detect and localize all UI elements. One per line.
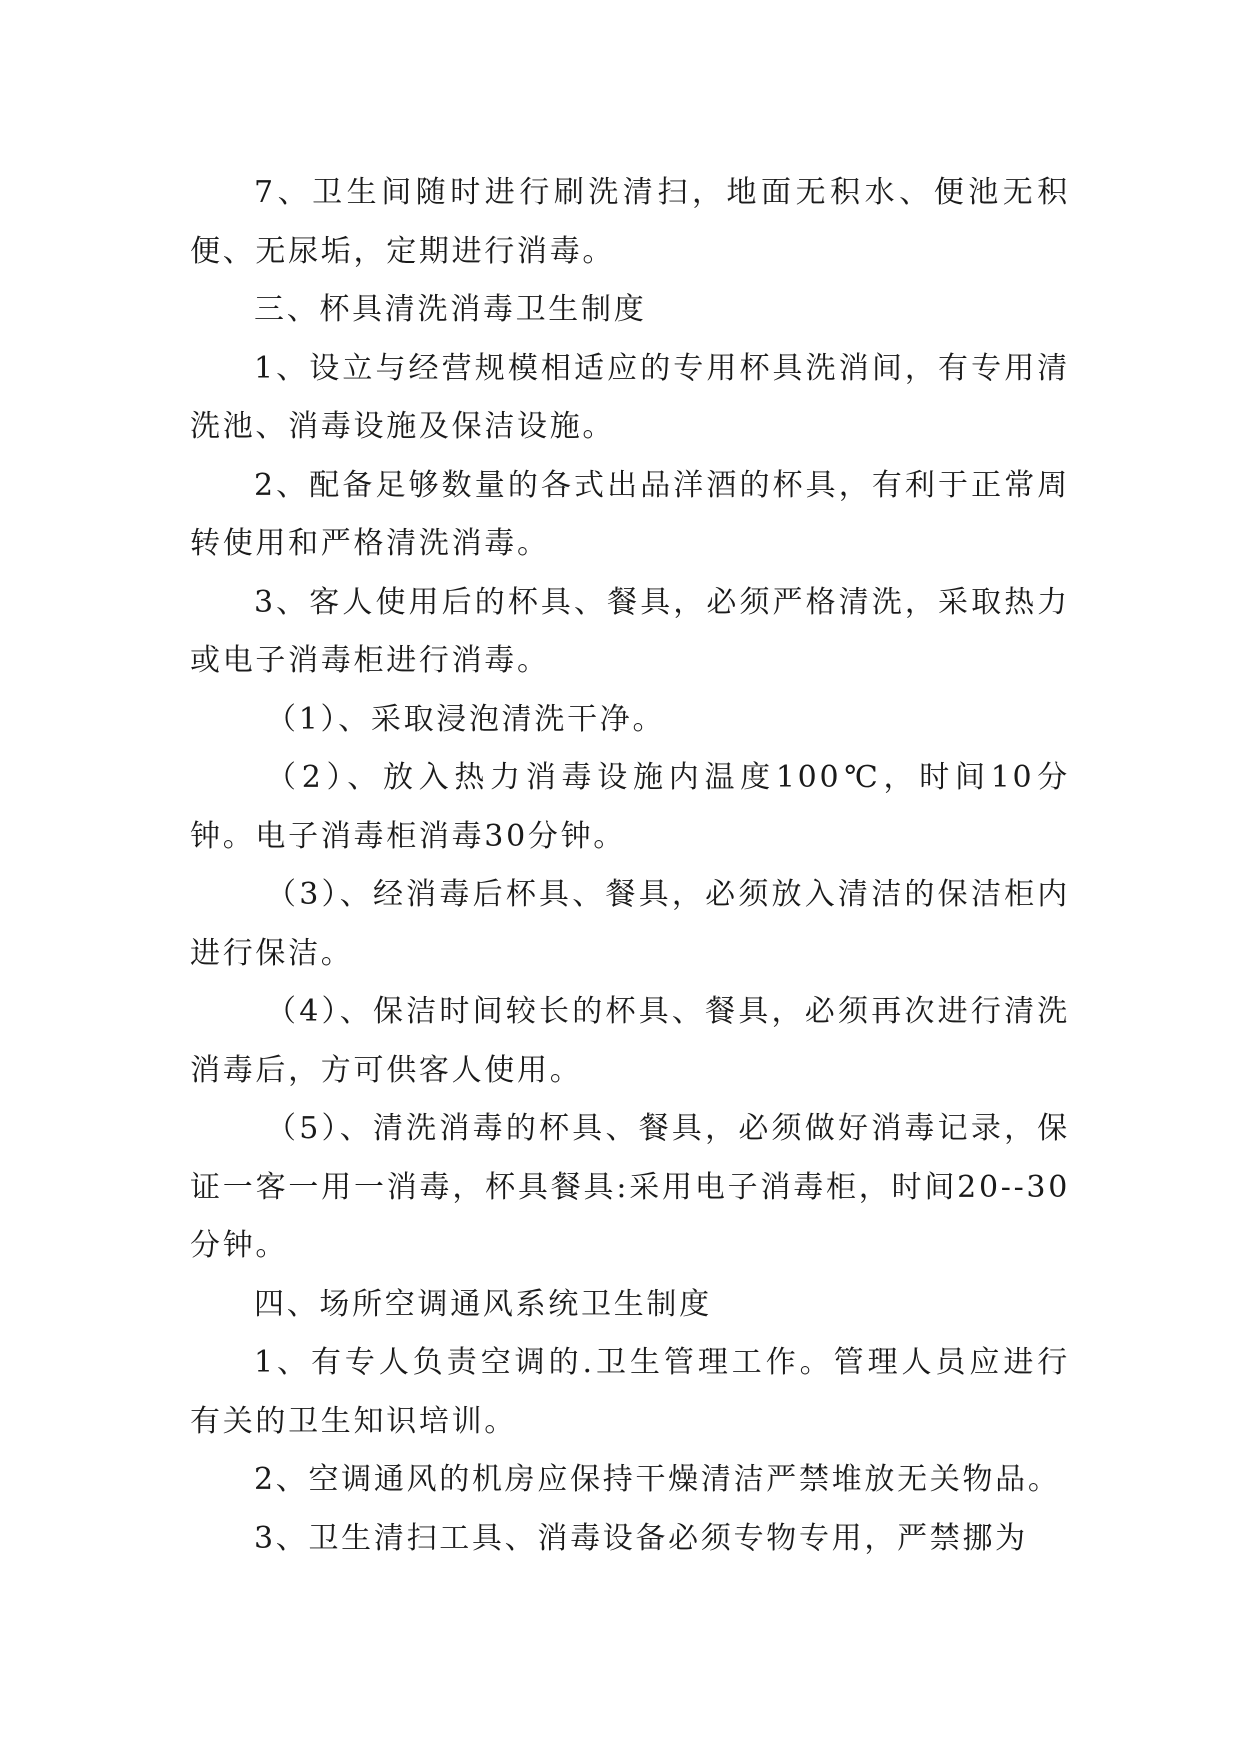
list-item-soak-clean: （1）、采取浸泡清洗干净。 — [266, 701, 666, 737]
section-heading-ventilation: 四、场所空调通风系统卫生制度 — [254, 1286, 712, 1322]
section-heading-cup-disinfection: 三、杯具清洗消毒卫生制度 — [254, 292, 647, 327]
paragraph-cup-supply: 2、配备足够数量的各式出品洋酒的杯具，有利于正常周转使用和严格清洗消毒。 — [190, 467, 1070, 561]
list-item-disinfection-record: （5）、清洗消毒的杯具、餐具，必须做好消毒记录，保证一客一用一消毒，杯具餐具:采用电子消毒柜，时间20--30分钟。 — [190, 1111, 1070, 1263]
list-item-storage-cabinet: （3）、经消毒后杯具、餐具，必须放入清洁的保洁柜内进行保洁。 — [190, 877, 1070, 971]
paragraph-machine-room: 2、空调通风的机房应保持干燥清洁严禁堆放无关物品。 — [254, 1462, 1061, 1497]
paragraph-ac-manager: 1、有专人负责空调的.卫生管理工作。管理人员应进行有关的卫生知识培训。 — [190, 1345, 1070, 1439]
paragraph-cup-cleaning-method: 3、客人使用后的杯具、餐具，必须严格清洗，采取热力或电子消毒柜进行消毒。 — [190, 584, 1070, 678]
paragraph-cleaning-tools: 3、卫生清扫工具、消毒设备必须专物专用，严禁挪为 — [254, 1520, 1028, 1556]
paragraph-restroom-cleaning: 7、卫生间随时进行刷洗清扫，地面无积水、便池无积便、无尿垢，定期进行消毒。 — [190, 175, 1070, 269]
list-item-rewash: （4）、保洁时间较长的杯具、餐具，必须再次进行清洗消毒后，方可供客人使用。 — [190, 994, 1070, 1088]
document-body — [190, 164, 1070, 1568]
paragraph-dishwashing-room: 1、设立与经营规模相适应的专用杯具洗消间，有专用清洗池、消毒设施及保洁设施。 — [190, 350, 1070, 444]
list-item-heat-disinfection: （2）、放入热力消毒设施内温度100℃，时间10分钟。电子消毒柜消毒30分钟。 — [190, 760, 1070, 854]
